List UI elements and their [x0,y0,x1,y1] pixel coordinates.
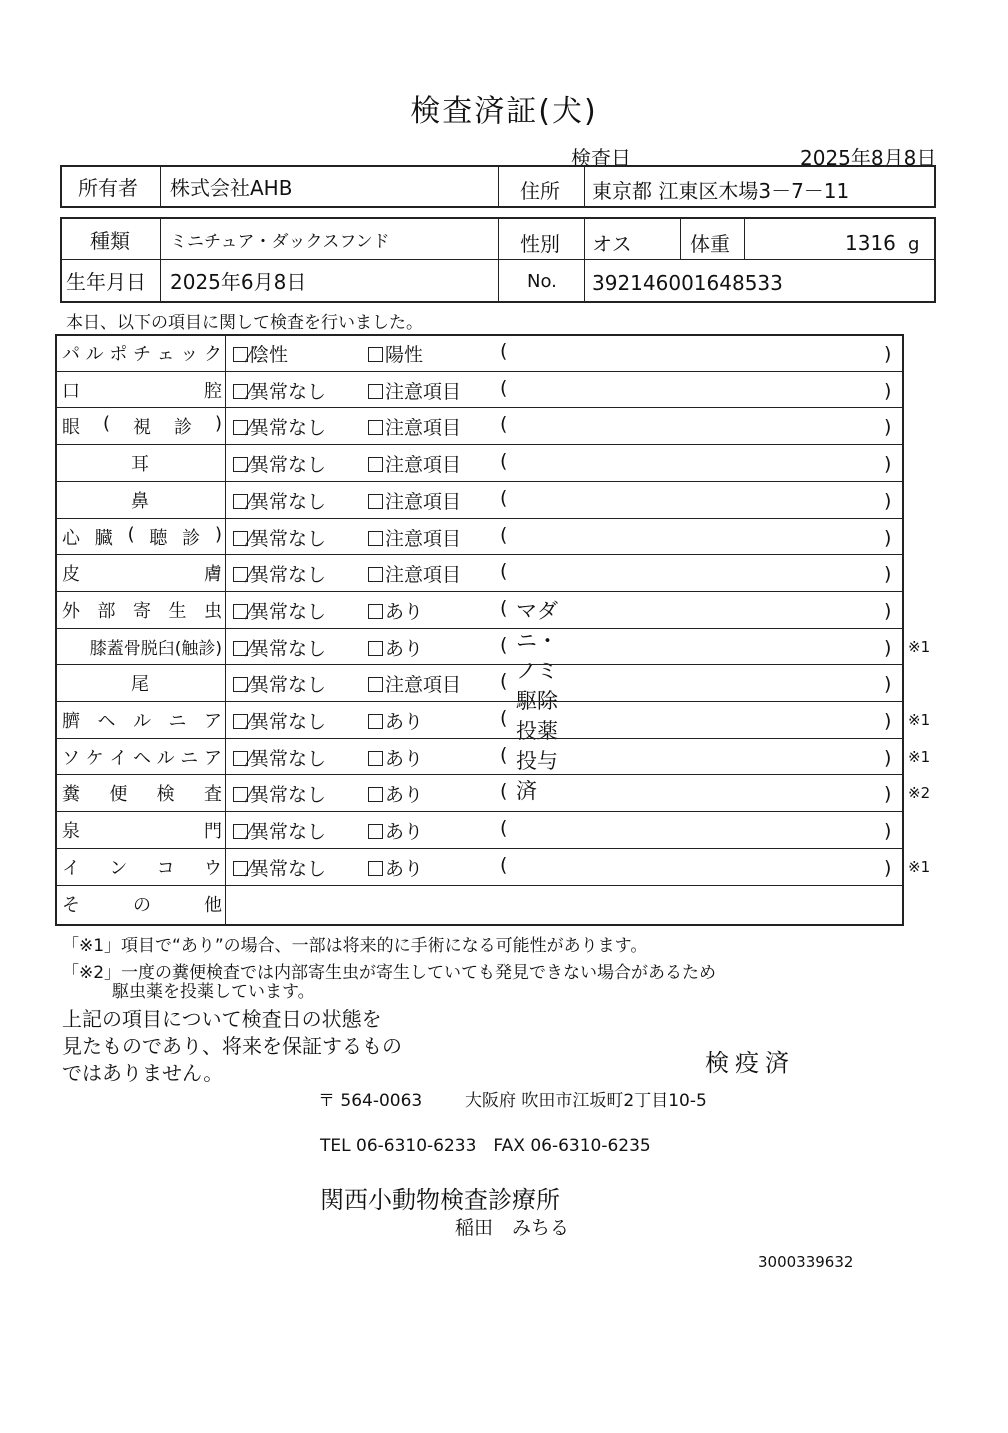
option-unchecked-checkbox[interactable]: 注意項目 [368,377,461,404]
checkmark-icon [233,457,248,472]
comment-open-paren: ( [500,670,508,693]
item-label: 外 部 寄 生 虫 [62,600,222,622]
comment-open-paren: ( [500,780,508,803]
comment-close-paren: ) [884,563,892,586]
item-label: 口 腔 [62,380,222,402]
checkmark-icon [233,677,248,692]
comment-close-paren: ) [884,783,892,806]
option-checked-checkbox[interactable]: 異常なし [233,597,326,624]
empty-box-icon [368,604,383,619]
comment-open-paren: ( [500,413,508,436]
option-checked-checkbox[interactable]: 異常なし [233,780,326,807]
comment-open-paren: ( [500,853,508,876]
empty-box-icon [368,824,383,839]
option-unchecked-checkbox[interactable]: あり [368,634,423,661]
item-label: ソ ケ イ ヘ ル ニ ア [62,747,222,769]
option-unchecked-checkbox[interactable]: あり [368,744,423,771]
empty-box-icon [368,751,383,766]
sex-value: オス [592,232,632,256]
item-label: 眼 ( 視 診 ) [62,413,222,439]
checkmark-icon [233,347,248,362]
comment-close-paren: ) [884,526,892,549]
comment-close-paren: ) [884,746,892,769]
checkmark-icon [233,604,248,619]
option-checked-checkbox[interactable]: 異常なし [233,817,326,844]
comment-close-paren: ) [884,453,892,476]
empty-box-icon [368,641,383,656]
checkmark-icon [233,751,248,766]
comment-close-paren: ) [884,820,892,843]
number-label: No. [527,271,557,292]
comment-close-paren: ) [884,856,892,879]
item-label: 皮 膚 [62,564,222,586]
address-label: 住所 [520,179,560,203]
option-unchecked-checkbox[interactable]: あり [368,854,423,881]
item-label: イ ン コ ウ [62,857,222,879]
comment-open-paren: ( [500,596,508,619]
option-checked-checkbox[interactable]: 陰性 [233,340,288,367]
note-marker: ※1 [908,747,931,766]
option-unchecked-checkbox[interactable]: あり [368,597,423,624]
sex-label: 性別 [520,232,560,256]
option-checked-checkbox[interactable]: 異常なし [233,524,326,551]
empty-box-icon [368,714,383,729]
option-unchecked-checkbox[interactable]: あり [368,817,423,844]
number-value: 392146001648533 [592,271,783,295]
item-label: 臍 ヘ ル ニ ア [62,711,222,732]
empty-box-icon [368,861,383,876]
option-checked-checkbox[interactable]: 異常なし [233,487,326,514]
comment-open-paren: ( [500,743,508,766]
other-label: そ の 他 [62,894,222,916]
option-unchecked-checkbox[interactable]: 注意項目 [368,487,461,514]
checkmark-icon [233,787,248,802]
note-marker: ※1 [908,637,931,656]
checkmark-icon [233,531,248,546]
address-value: 東京都 江東区木場3－7－11 [592,179,850,203]
comment-open-paren: ( [500,486,508,509]
option-checked-checkbox[interactable]: 異常なし [233,560,326,587]
comment-open-paren: ( [500,450,508,473]
item-label: パ ル ポ チ ェ ッ ク [62,344,222,365]
comment-open-paren: ( [500,817,508,840]
empty-box-icon [368,531,383,546]
comment-open-paren: ( [500,340,508,362]
item-label: 心 臓 ( 聴 診 ) [62,523,222,549]
empty-box-icon [368,457,383,472]
comment-close-paren: ) [884,599,892,622]
note-1: 「※1」項目で“あり”の場合、一部は将来的に手術になる可能性があります。 [62,936,648,956]
breed-label: 種類 [90,229,130,253]
option-unchecked-checkbox[interactable]: あり [368,707,423,734]
item-label: 糞 便 検 査 [62,784,222,806]
item-label: 泉 門 [62,821,222,843]
option-unchecked-checkbox[interactable]: 注意項目 [368,670,461,697]
clinic-tel-fax: TEL 06-6310-6233 FAX 06-6310-6235 [320,1136,651,1156]
empty-box-icon [368,787,383,802]
birthdate-label: 生年月日 [66,270,146,294]
inspection-date-label: 検査日 [571,146,631,170]
checkmark-icon [233,420,248,435]
note-2: 「※2」一度の糞便検査では内部寄生虫が寄生していても発見できない場合があるため [62,963,717,983]
weight-label: 体重 [690,232,730,256]
checkmark-icon [233,714,248,729]
comment-open-paren: ( [500,633,508,656]
option-unchecked-checkbox[interactable]: あり [368,780,423,807]
option-checked-checkbox[interactable]: 異常なし [233,377,326,404]
item-label: 尾 [131,674,149,696]
weight-unit: g [908,234,920,255]
checkmark-icon [233,567,248,582]
empty-box-icon [368,420,383,435]
option-unchecked-checkbox[interactable]: 陽性 [368,340,423,367]
note-marker: ※2 [908,784,931,803]
option-checked-checkbox[interactable]: 異常なし [233,670,326,697]
item-label: 鼻 [131,490,149,512]
comment-open-paren: ( [500,707,508,729]
postal-code: 〒 564-0063 [318,1091,423,1111]
breed-value: ミニチュア・ダックスフンド [170,232,390,252]
clinic-name: 関西小動物検査診療所 [320,1186,560,1214]
note-3: 駆虫薬を投薬しています。 [112,982,315,1002]
clinic-address: 大阪府 吹田市江坂町2丁目10-5 [465,1091,707,1111]
checkmark-icon [233,384,248,399]
option-checked-checkbox[interactable]: 異常なし [233,707,326,734]
vet-name: 稲田 みちる [455,1217,570,1239]
item-label: 耳 [131,454,149,476]
comment-close-paren: ) [884,673,892,696]
note-marker: ※1 [908,711,931,729]
item-comment: マダニ・ノミ駆除投薬投与済 [516,598,558,803]
disclaimer-line-2: 見たものであり、将来を保証するもの [62,1034,402,1058]
empty-box-icon [368,494,383,509]
document-number: 3000339632 [758,1253,854,1271]
comment-open-paren: ( [500,523,508,546]
comment-close-paren: ) [884,636,892,659]
page-title: 検査済証(犬) [410,94,598,129]
disclaimer-line-3: ではありません。 [62,1061,224,1085]
owner-value: 株式会社AHB [170,176,293,200]
empty-box-icon [368,567,383,582]
comment-close-paren: ) [884,379,892,402]
option-checked-checkbox[interactable]: 異常なし [233,413,326,440]
owner-label: 所有者 [78,176,138,200]
weight-value: 1316 [845,231,896,255]
checkmark-icon [233,641,248,656]
note-marker: ※1 [908,857,931,876]
option-checked-checkbox[interactable]: 異常なし [233,634,326,661]
checkmark-icon [233,861,248,876]
option-unchecked-checkbox[interactable]: 注意項目 [368,450,461,477]
intro-text: 本日、以下の項目に関して検査を行いました。 [66,313,423,333]
comment-close-paren: ) [884,343,892,365]
option-unchecked-checkbox[interactable]: 注意項目 [368,524,461,551]
disclaimer-line-1: 上記の項目について検査日の状態を [62,1007,382,1031]
comment-open-paren: ( [500,560,508,583]
empty-box-icon [368,677,383,692]
comment-close-paren: ) [884,489,892,512]
comment-close-paren: ) [884,710,892,732]
item-label: 膝蓋骨脱臼(触診) [89,638,222,659]
comment-open-paren: ( [500,376,508,399]
inspection-date-value: 2025年8月8日 [800,146,937,170]
empty-box-icon [368,384,383,399]
comment-close-paren: ) [884,416,892,439]
option-unchecked-checkbox[interactable]: 注意項目 [368,413,461,440]
option-checked-checkbox[interactable]: 異常なし [233,854,326,881]
option-checked-checkbox[interactable]: 異常なし [233,744,326,771]
option-unchecked-checkbox[interactable]: 注意項目 [368,560,461,587]
option-checked-checkbox[interactable]: 異常なし [233,450,326,477]
empty-box-icon [368,347,383,362]
checkmark-icon [233,824,248,839]
checkmark-icon [233,494,248,509]
birthdate-value: 2025年6月8日 [170,270,307,294]
quarantine-stamp: 検疫済 [705,1049,795,1077]
